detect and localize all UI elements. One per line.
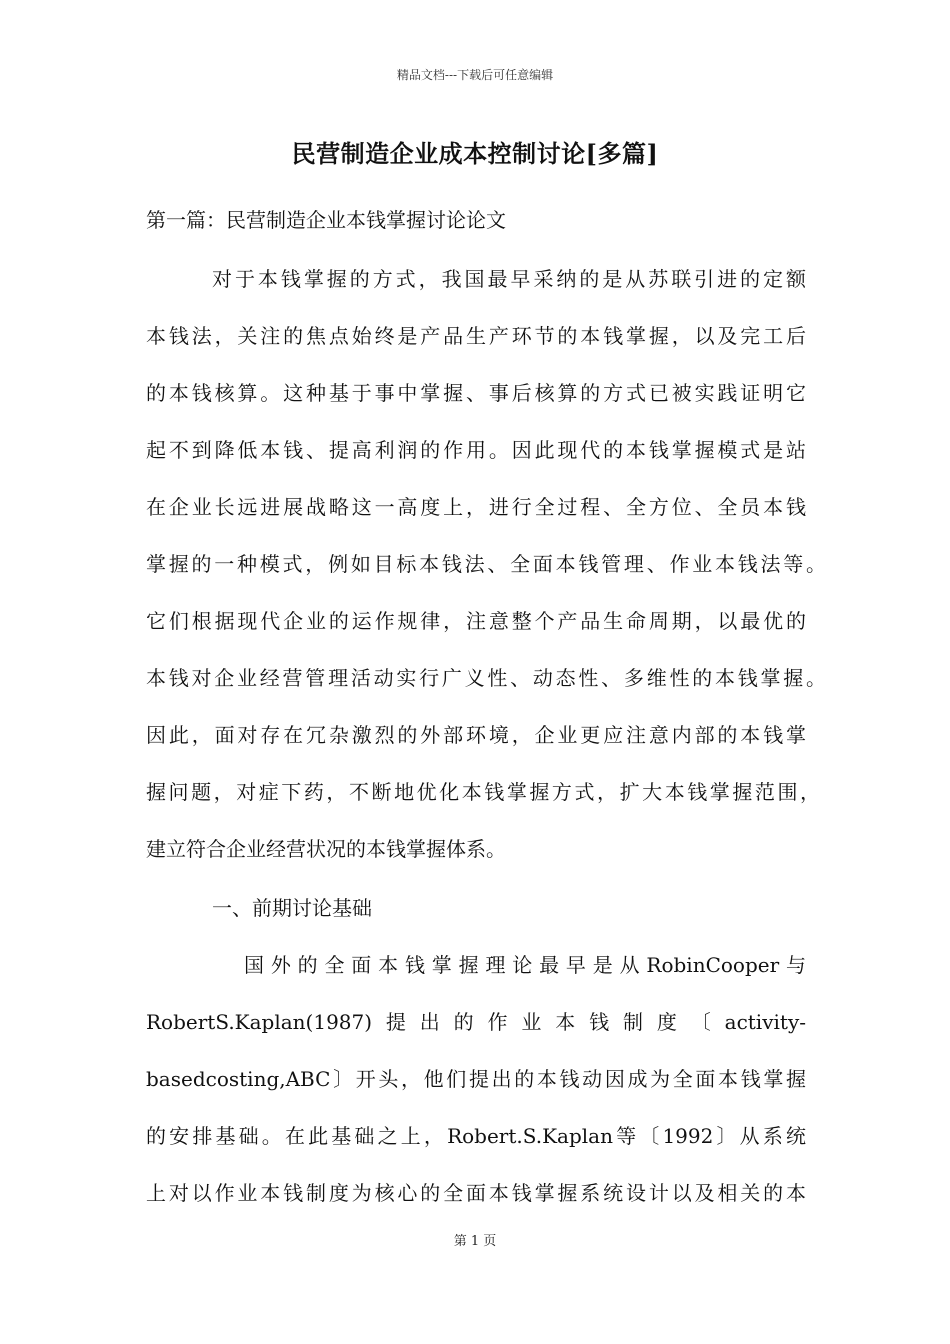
header-note: 精品文档---下载后可任意编辑 <box>396 68 554 82</box>
paragraph-line: 上对以作业本钱制度为核心的全面本钱掌握系统设计以及相关的本 <box>146 1181 806 1205</box>
paragraph-line: 对于本钱掌握的方式，我国最早采纳的是从苏联引进的定额 <box>212 267 806 291</box>
subheading: 一、前期讨论基础 <box>212 896 372 920</box>
paragraph-line: 的本钱核算。这种基于事中掌握、事后核算的方式已被实践证明它 <box>146 381 806 405</box>
paragraph-line: 国外的全面本钱掌握理论最早是从RobinCooper与 <box>244 953 806 977</box>
document-title: 民营制造企业成本控制讨论[多篇] <box>291 139 659 168</box>
paragraph-line: 掌握的一种模式，例如目标本钱法、全面本钱管理、作业本钱法等。 <box>146 552 826 576</box>
paragraph-line: 在企业长远进展战略这一高度上，进行全过程、全方位、全员本钱 <box>146 495 806 519</box>
paragraph-line: 建立符合企业经营状况的本钱掌握体系。 <box>146 837 506 861</box>
paragraph-line: 它们根据现代企业的运作规律，注意整个产品生命周期，以最优的 <box>146 609 806 633</box>
paragraph-line: 因此，面对存在冗杂激烈的外部环境，企业更应注意内部的本钱掌 <box>146 723 806 747</box>
paragraph-line: RobertS.Kaplan(1987)提出的作业本钱制度〔activity- <box>146 1010 806 1034</box>
section-heading: 第一篇：民营制造企业本钱掌握讨论论文 <box>146 208 506 232</box>
paragraph-line: 握问题，对症下药，不断地优化本钱掌握方式，扩大本钱掌握范围， <box>146 780 820 804</box>
paragraph-line: 起不到降低本钱、提高利润的作用。因此现代的本钱掌握模式是站 <box>146 438 806 462</box>
page-number: 第 1 页 <box>453 1234 497 1249</box>
paragraph-line: 的安排基础。在此基础之上，Robert.S.Kaplan等〔1992〕从系统 <box>146 1124 806 1148</box>
paragraph-line: 本钱对企业经营管理活动实行广义性、动态性、多维性的本钱掌握。 <box>146 666 826 690</box>
paragraph-line: 本钱法，关注的焦点始终是产品生产环节的本钱掌握，以及完工后 <box>146 324 806 348</box>
paragraph-line: basedcosting,ABC〕开头，他们提出的本钱动因成为全面本钱掌握 <box>146 1067 806 1091</box>
